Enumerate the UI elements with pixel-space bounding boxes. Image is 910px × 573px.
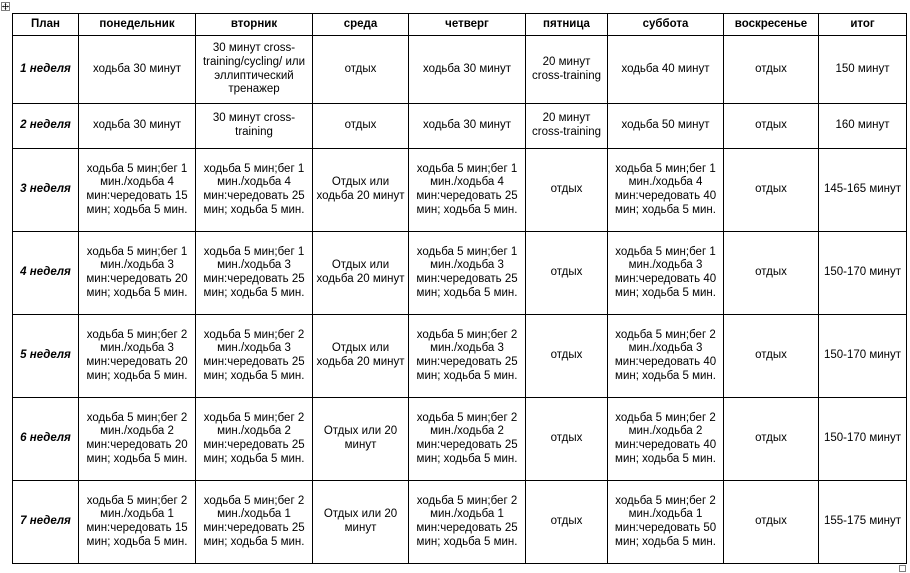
friday-cell: отдых <box>526 398 608 481</box>
week-label: 6 неделя <box>13 398 79 481</box>
table-row <box>13 315 907 398</box>
week-label: 1 неделя <box>13 36 79 104</box>
wednesday-cell: отдых <box>313 36 409 104</box>
saturday-cell: ходьба 5 мин;бег 2 мин./ходьба 1 мин:чередовать 50 мин; ходьба 5 мин. <box>608 481 724 564</box>
friday-cell: 20 минут cross-training <box>526 36 608 104</box>
training-plan-table <box>12 13 907 564</box>
total-cell: 150 минут <box>819 36 907 104</box>
week-label: 4 неделя <box>13 232 79 315</box>
wednesday-cell: Отдых или ходьба 20 минут <box>313 232 409 315</box>
thursday-cell: ходьба 30 минут <box>409 104 526 149</box>
saturday-cell: ходьба 50 минут <box>608 104 724 149</box>
wednesday-cell: отдых <box>313 104 409 149</box>
week-label: 5 неделя <box>13 315 79 398</box>
monday-cell: ходьба 30 минут <box>79 36 196 104</box>
table-resize-handle[interactable] <box>899 565 906 572</box>
total-cell: 145-165 минут <box>819 149 907 232</box>
thursday-cell: ходьба 5 мин;бег 1 мин./ходьба 3 мин:чередовать 25 мин; ходьба 5 мин. <box>409 232 526 315</box>
tuesday-cell: ходьба 5 мин;бег 2 мин./ходьба 1 мин:чередовать 25 мин; ходьба 5 мин. <box>196 481 313 564</box>
saturday-cell: ходьба 5 мин;бег 2 мин./ходьба 2 мин:чередовать 40 мин; ходьба 5 мин. <box>608 398 724 481</box>
table-row <box>13 398 907 481</box>
monday-cell: ходьба 5 мин;бег 1 мин./ходьба 4 мин:чередовать 15 мин; ходьба 5 мин. <box>79 149 196 232</box>
header-cell-tuesday: вторник <box>196 14 313 36</box>
friday-cell: 20 минут cross-training <box>526 104 608 149</box>
thursday-cell: ходьба 5 мин;бег 2 мин./ходьба 3 мин:чередовать 25 мин; ходьба 5 мин. <box>409 315 526 398</box>
tuesday-cell: ходьба 5 мин;бег 2 мин./ходьба 3 мин:чередовать 25 мин; ходьба 5 мин. <box>196 315 313 398</box>
table-row <box>13 232 907 315</box>
saturday-cell: ходьба 5 мин;бег 1 мин./ходьба 3 мин:чередовать 40 мин; ходьба 5 мин. <box>608 232 724 315</box>
friday-cell: отдых <box>526 149 608 232</box>
friday-cell: отдых <box>526 481 608 564</box>
saturday-cell: ходьба 5 мин;бег 2 мин./ходьба 3 мин:чередовать 40 мин; ходьба 5 мин. <box>608 315 724 398</box>
friday-cell: отдых <box>526 232 608 315</box>
total-cell: 150-170 минут <box>819 232 907 315</box>
total-cell: 150-170 минут <box>819 315 907 398</box>
header-cell-total: итог <box>819 14 907 36</box>
monday-cell: ходьба 5 мин;бег 2 мин./ходьба 1 мин:чередовать 15 мин; ходьба 5 мин. <box>79 481 196 564</box>
sunday-cell: отдых <box>724 36 819 104</box>
week-label: 7 неделя <box>13 481 79 564</box>
header-cell-wednesday: среда <box>313 14 409 36</box>
header-cell-thursday: четверг <box>409 14 526 36</box>
sunday-cell: отдых <box>724 315 819 398</box>
total-cell: 155-175 минут <box>819 481 907 564</box>
table-row <box>13 481 907 564</box>
thursday-cell: ходьба 5 мин;бег 2 мин./ходьба 2 мин:чередовать 25 мин; ходьба 5 мин. <box>409 398 526 481</box>
monday-cell: ходьба 5 мин;бег 1 мин./ходьба 3 мин:чередовать 20 мин; ходьба 5 мин. <box>79 232 196 315</box>
wednesday-cell: Отдых или 20 минут <box>313 398 409 481</box>
tuesday-cell: ходьба 5 мин;бег 2 мин./ходьба 2 мин:чередовать 25 мин; ходьба 5 мин. <box>196 398 313 481</box>
sunday-cell: отдых <box>724 481 819 564</box>
saturday-cell: ходьба 40 минут <box>608 36 724 104</box>
thursday-cell: ходьба 5 мин;бег 2 мин./ходьба 1 мин:чередовать 25 мин; ходьба 5 мин. <box>409 481 526 564</box>
week-label: 2 неделя <box>13 104 79 149</box>
header-cell-sunday: воскресенье <box>724 14 819 36</box>
header-row <box>13 14 907 36</box>
week-label: 3 неделя <box>13 149 79 232</box>
sunday-cell: отдых <box>724 104 819 149</box>
thursday-cell: ходьба 5 мин;бег 1 мин./ходьба 4 мин:чередовать 25 мин; ходьба 5 мин. <box>409 149 526 232</box>
sunday-cell: отдых <box>724 149 819 232</box>
total-cell: 150-170 минут <box>819 398 907 481</box>
monday-cell: ходьба 5 мин;бег 2 мин./ходьба 3 мин:чередовать 20 мин; ходьба 5 мин. <box>79 315 196 398</box>
tuesday-cell: ходьба 5 мин;бег 1 мин./ходьба 3 мин:чередовать 25 мин; ходьба 5 мин. <box>196 232 313 315</box>
header-cell-saturday: суббота <box>608 14 724 36</box>
saturday-cell: ходьба 5 мин;бег 1 мин./ходьба 4 мин:чередовать 40 мин; ходьба 5 мин. <box>608 149 724 232</box>
table-row <box>13 36 907 104</box>
tuesday-cell: 30 минут cross-training <box>196 104 313 149</box>
header-cell-friday: пятница <box>526 14 608 36</box>
friday-cell: отдых <box>526 315 608 398</box>
move-arrows-icon <box>2 3 9 10</box>
total-cell: 160 минут <box>819 104 907 149</box>
sunday-cell: отдых <box>724 232 819 315</box>
header-cell-plan: План <box>13 14 79 36</box>
table-move-handle[interactable] <box>1 2 10 11</box>
wednesday-cell: Отдых или ходьба 20 минут <box>313 315 409 398</box>
thursday-cell: ходьба 30 минут <box>409 36 526 104</box>
wednesday-cell: Отдых или 20 минут <box>313 481 409 564</box>
tuesday-cell: 30 минут cross-training/cycling/ или эллиптический тренажер <box>196 36 313 104</box>
monday-cell: ходьба 30 минут <box>79 104 196 149</box>
tuesday-cell: ходьба 5 мин;бег 1 мин./ходьба 4 мин:чередовать 25 мин; ходьба 5 мин. <box>196 149 313 232</box>
table-row <box>13 104 907 149</box>
table-row <box>13 149 907 232</box>
header-cell-monday: понедельник <box>79 14 196 36</box>
monday-cell: ходьба 5 мин;бег 2 мин./ходьба 2 мин:чередовать 20 мин; ходьба 5 мин. <box>79 398 196 481</box>
sunday-cell: отдых <box>724 398 819 481</box>
wednesday-cell: Отдых или ходьба 20 минут <box>313 149 409 232</box>
